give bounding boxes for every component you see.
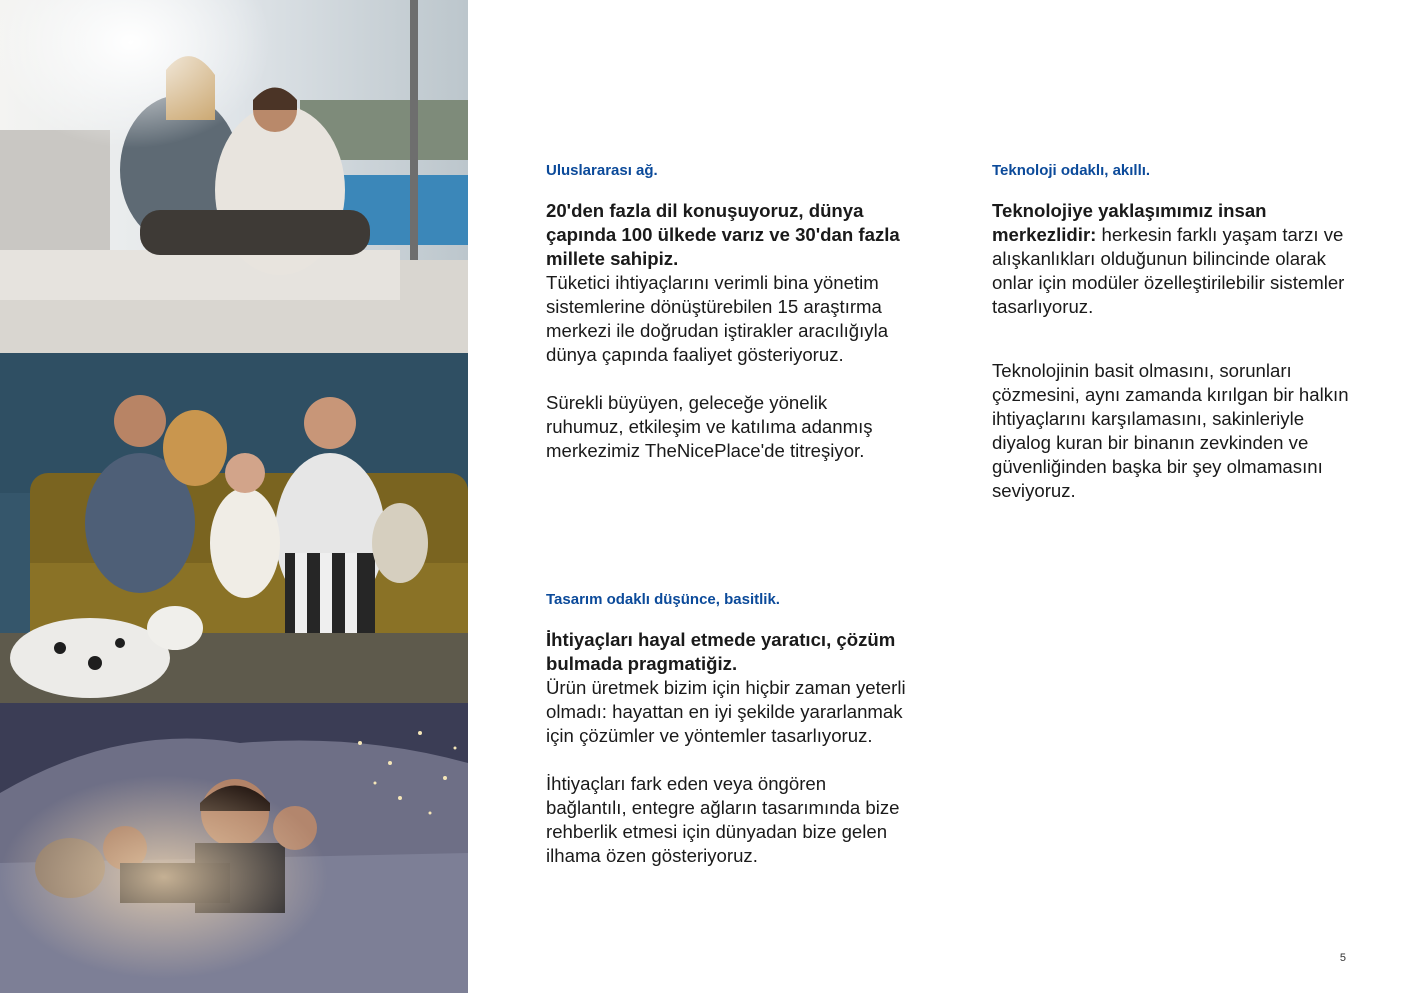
section-international-network	[546, 162, 906, 463]
section-body: Sürekli büyüyen, geleceğe yönelik ruhumuz, etkileşim ve katılıma adanmış merkezimiz TheNicePlace'de titreşiyor.	[546, 392, 873, 461]
section-lead-strong: Teknolojiye yaklaşımımız insan merkezlidir:	[992, 200, 1267, 245]
section-design-thinking	[546, 591, 906, 868]
section-body: Tüketici ihtiyaçlarını verimli bina yönetim sistemlerine dönüştürebilen 15 araştırma merkezi ile doğrudan iştirakler aracılığıyla dünya çapında faaliyet gösteriyoruz.	[546, 272, 889, 365]
section-lead: 20'den fazla dil konuşuyoruz, dünya çapında 100 ülkede varız ve 30'dan fazla millete sahipiz.	[546, 200, 900, 269]
section-body: Teknolojinin basit olmasını, sorunları çözmesini, aynı zamanda kırılgan bir halkın ihtiyaçlarını karşılamasını, sakinleriyle diyalog kuran bir binanın zevkinden ve güvenliğinden başka bir şey olmamasını seviyoruz.	[992, 360, 1349, 501]
section-body: Ürün üretmek bizim için hiçbir zaman yeterli olmadı: hayattan en iyi şekilde yararlanmak için çözümler ve yöntemler tasarlıyoruz.	[546, 677, 906, 746]
section-lead	[992, 199, 1362, 319]
section-lead: İhtiyaçları hayal etmede yaratıcı, çözüm bulmada pragmatiğiz.	[546, 629, 896, 674]
section-technology-focused	[992, 162, 1362, 503]
section-kicker: Teknoloji odaklı, akıllı.	[992, 162, 1151, 179]
photo-family-under-blanket	[0, 703, 468, 993]
section-kicker: Tasarım odaklı düşünce, basitlik.	[546, 591, 780, 608]
section-lead-rest: herkesin farklı yaşam tarzı ve alışkanlıkları olduğunun bilincinde olarak onlar için modüler özelleştirilebilir sistemler tasarlıyoruz.	[992, 224, 1345, 317]
section-body: İhtiyaçları fark eden veya öngören bağlantılı, entegre ağların tasarımında bize rehberlik etmesi için dünyadan bize gelen ilhama özen gösteriyoruz.	[546, 773, 900, 866]
photo-family-with-dogs	[0, 353, 468, 703]
photo-couple-on-sofa	[0, 0, 468, 353]
section-kicker: Uluslararası ağ.	[546, 162, 658, 179]
page-number: 5	[1339, 952, 1346, 964]
